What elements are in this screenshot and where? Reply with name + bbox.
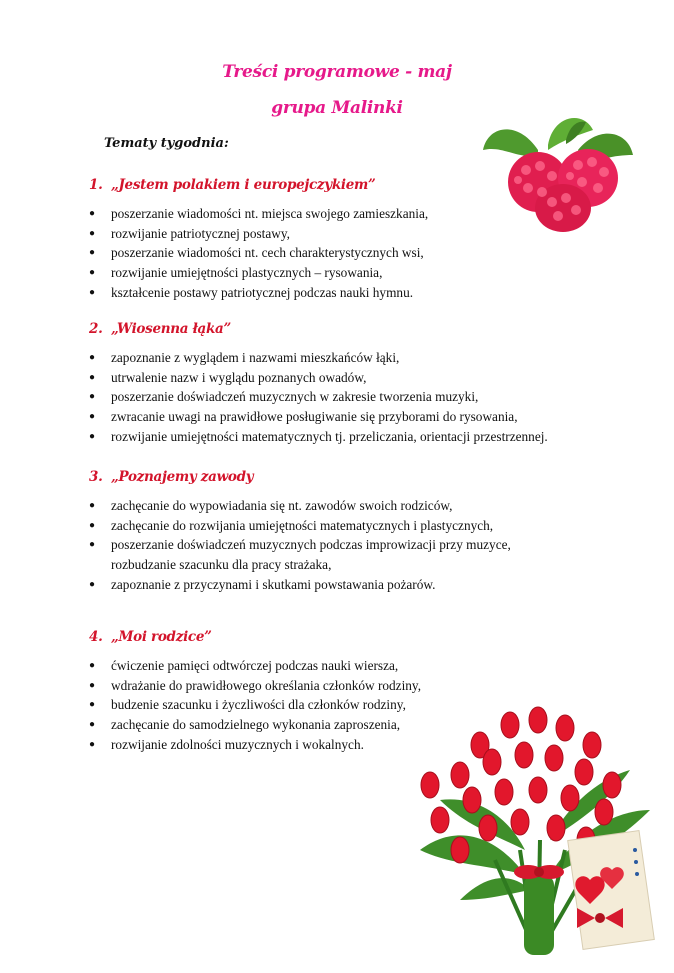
list-item: ● ćwiczenie pamięci odtwórczej podczas nauki wiersza, [89, 656, 649, 676]
bullet-icon: ● [89, 719, 96, 731]
list-item: ● utrwalenie nazw i wyglądu poznanych owadów, [89, 368, 649, 388]
section-title: „Jestem polakiem i europejczykiem” [111, 177, 376, 193]
themes-label: Tematy tygodnia: [104, 136, 229, 151]
bullet-icon: ● [89, 430, 96, 442]
section-title: „Poznajemy zawody [111, 469, 254, 485]
list-item: ● zachęcanie do samodzielnego wykonania zaproszenia, [89, 715, 649, 735]
bullet-icon: ● [89, 660, 96, 671]
bullet-icon: ● [89, 371, 96, 383]
bullet-icon: ● [89, 738, 96, 750]
section-heading [89, 174, 649, 196]
list-item: ● zwracanie uwagi na prawidłowe posługiwanie się przyborami do rysowania, [89, 407, 649, 427]
bullet-list [89, 204, 649, 303]
list-item: rozbudzanie szacunku dla pracy strażaka, [111, 557, 332, 573]
bullet-list [89, 348, 649, 447]
section-number: 1. [89, 177, 103, 193]
bullet-icon: ● [89, 539, 96, 551]
list-item: ● zachęcanie do wypowiadania się nt. zawodów swoich rodziców, [89, 496, 649, 516]
section-3 [89, 466, 649, 595]
bullet-icon: ● [89, 500, 96, 511]
bullet-list [89, 496, 649, 595]
title-line-1: Treści programowe - maj [222, 62, 452, 82]
tulip-bouquet-icon [400, 700, 670, 970]
bullet-icon: ● [89, 578, 96, 590]
section-heading [89, 466, 649, 488]
list-item: ● poszerzanie wiadomości nt. miejsca swojego zamieszkania, [89, 204, 649, 224]
bullet-icon: ● [89, 267, 96, 279]
list-item: ● budzenie szacunku i życzliwości dla członków rodziny, [89, 695, 649, 715]
bullet-icon: ● [89, 352, 96, 363]
list-item: ● rozwijanie umiejętności matematycznych tj. przeliczania, orientacji przestrzennej. [89, 427, 649, 447]
bullet-icon: ● [89, 411, 96, 423]
bullet-icon: ● [89, 247, 96, 259]
list-item: ● poszerzanie doświadczeń muzycznych w zakresie tworzenia muzyki, [89, 387, 649, 407]
section-heading [89, 318, 649, 340]
bullet-icon: ● [89, 208, 96, 219]
bullet-icon: ● [89, 286, 96, 298]
section-1 [89, 174, 649, 303]
list-item: ● wdrażanie do prawidłowego określania członków rodziny, [89, 676, 649, 696]
list-item: ● zachęcanie do rozwijania umiejętności matematycznych i plastycznych, [89, 516, 649, 536]
section-title: „Moi rodzice” [111, 629, 212, 645]
bullet-icon: ● [89, 699, 96, 711]
bullet-icon: ● [89, 519, 96, 531]
list-item: ● poszerzanie doświadczeń muzycznych podczas improwizacji przy muzyce, [89, 535, 649, 555]
section-number: 4. [89, 629, 103, 645]
list-item: ● rozwijanie umiejętności plastycznych – rysowania, [89, 263, 649, 283]
section-number: 3. [89, 469, 103, 485]
bullet-icon: ● [89, 679, 96, 691]
title-line-2: grupa Malinki [271, 98, 403, 118]
bullet-icon: ● [89, 227, 96, 239]
list-item: ● zapoznanie z przyczynami i skutkami powstawania pożarów. [89, 575, 649, 595]
list-item: ● rozwijanie zdolności muzycznych i wokalnych. [89, 735, 649, 755]
section-number: 2. [89, 321, 103, 337]
list-item: ● poszerzanie wiadomości nt. cech charakterystycznych wsi, [89, 243, 649, 263]
section-2 [89, 318, 649, 447]
bullet-icon: ● [89, 391, 96, 403]
section-title: „Wiosenna łąka” [111, 321, 231, 337]
list-item: ● zapoznanie z wyglądem i nazwami mieszkańców łąki, [89, 348, 649, 368]
list-item: ● rozwijanie patriotycznej postawy, [89, 224, 649, 244]
section-heading [89, 626, 649, 648]
list-item: ● kształcenie postawy patriotycznej podczas nauki hymnu. [89, 283, 649, 303]
